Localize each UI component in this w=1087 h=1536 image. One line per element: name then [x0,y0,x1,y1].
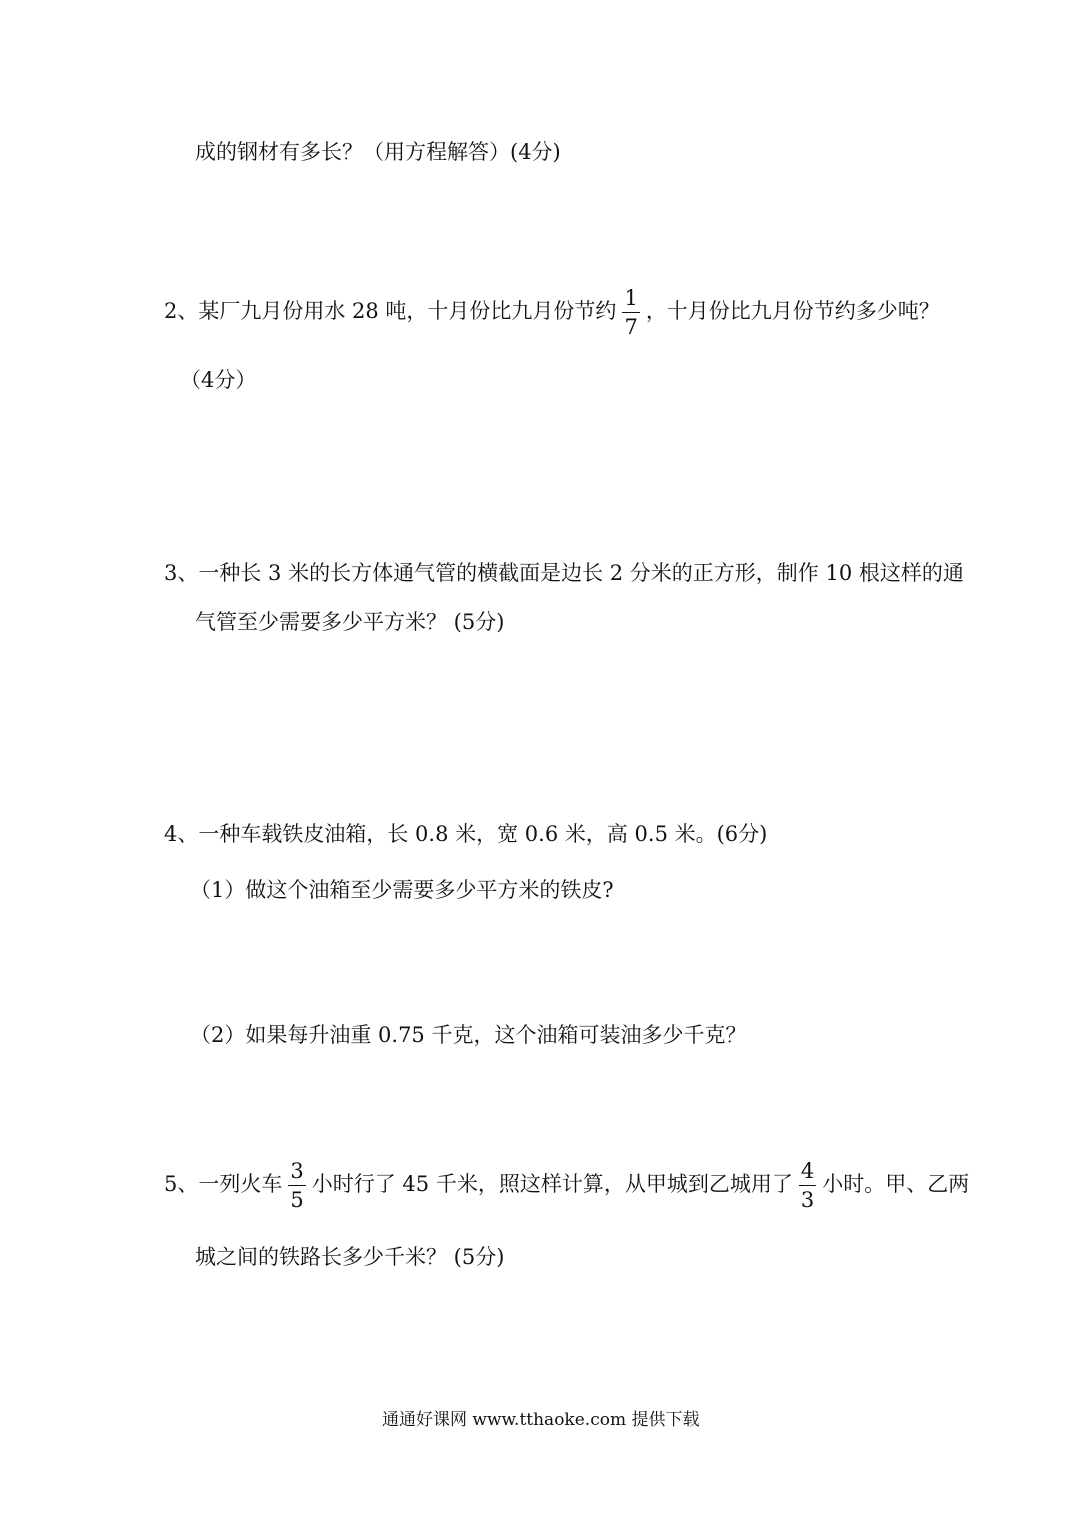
q5-text-a: 5、一列火车 [164,1172,283,1197]
q5-fraction-1 [288,1160,305,1211]
page-footer: 通通好课网 www.tthaoke.com 提供下载 [382,1410,700,1430]
q2-fraction-denominator: 7 [624,315,638,340]
q3-line2: 气管至少需要多少平方米？ (5分) [195,610,505,634]
q2-points: （4分） [180,368,257,392]
q2-text-before: 2、某厂九月份用水 28 吨，十月份比九月份节约 [164,299,617,324]
q2-text-after: ，十月份比九月份节约多少吨？ [645,299,940,324]
q5-text-b: 小时行了 45 千米，照这样计算，从甲城到乙城用了 [311,1172,793,1197]
q3-line1: 3、一种长 3 米的长方体通气管的横截面是边长 2 分米的正方形，制作 10 根这样的通 [164,561,964,585]
q2-line [164,287,940,338]
q4-line1: 4、一种车载铁皮油箱，长 0.8 米，宽 0.6 米，高 0.5 米。(6分) [164,822,768,846]
q4-sub2: （2）如果每升油重 0.75 千克，这个油箱可装油多少千克？ [190,1023,747,1047]
q5-fraction-2-numerator: 4 [799,1160,816,1186]
q1-continuation: 成的钢材有多长？（用方程解答）(4分) [195,140,561,164]
q2-fraction [622,287,639,338]
q5-fraction-1-numerator: 3 [288,1160,305,1186]
q5-line2: 城之间的铁路长多少千米？ (5分) [195,1245,505,1269]
q5-text-c: 小时。甲、乙两 [822,1172,970,1197]
q5-fraction-2-denominator: 3 [800,1188,815,1213]
q4-sub1: （1）做这个油箱至少需要多少平方米的铁皮? [190,878,614,902]
q5-fraction-1-denominator: 5 [290,1188,304,1213]
q2-fraction-numerator: 1 [622,287,639,313]
q5-line1 [164,1160,969,1211]
q5-fraction-2 [799,1160,816,1211]
